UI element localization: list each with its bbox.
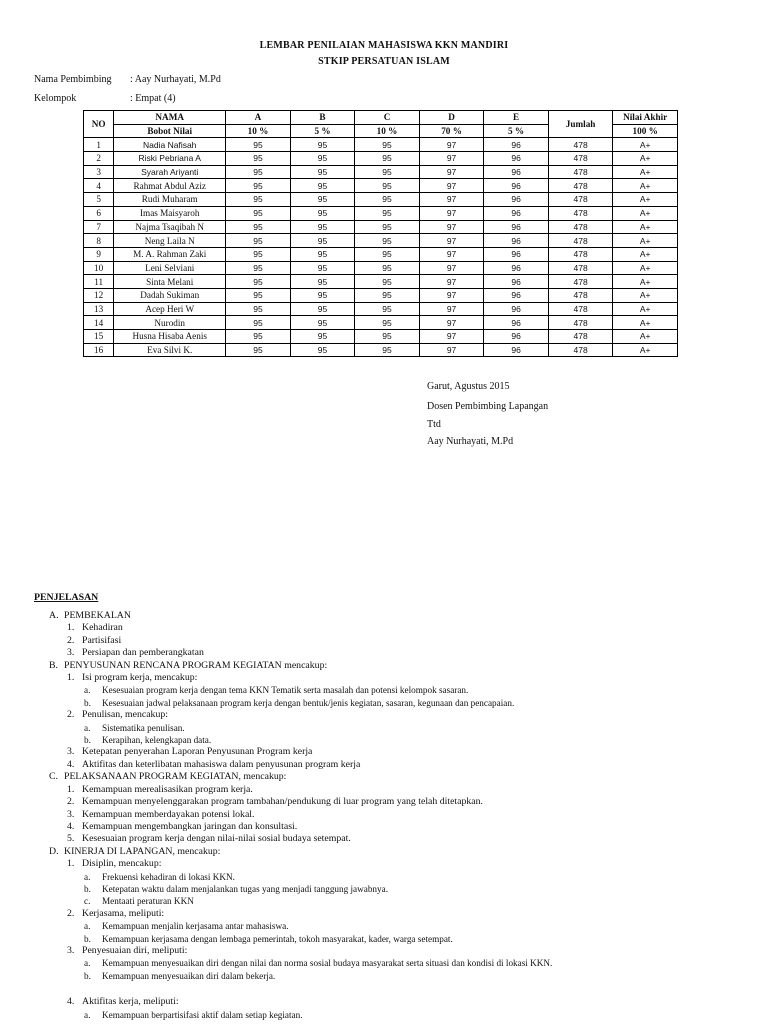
cell-no: 1 bbox=[84, 138, 114, 152]
cell-e: 96 bbox=[484, 261, 549, 275]
cell-jumlah: 478 bbox=[548, 206, 613, 220]
cell-c: 95 bbox=[355, 179, 420, 193]
cell-jumlah: 478 bbox=[548, 165, 613, 179]
cell-c: 95 bbox=[355, 247, 420, 261]
list-item-text: Kemampuan menjalin kerjasama antar mahasiswa. bbox=[102, 921, 289, 932]
cell-nama: Syarah Ariyanti bbox=[114, 165, 226, 179]
cell-nilai-akhir: A+ bbox=[613, 179, 678, 193]
cell-nama: Rudi Muharam bbox=[114, 193, 226, 207]
col-header-nama: NAMA bbox=[114, 111, 226, 125]
table-row bbox=[84, 261, 678, 275]
cell-nama: Husna Hisaba Aenis bbox=[114, 330, 226, 344]
cell-jumlah: 478 bbox=[548, 179, 613, 193]
supervisor-info bbox=[34, 74, 221, 85]
cell-c: 95 bbox=[355, 288, 420, 302]
cell-e: 96 bbox=[484, 179, 549, 193]
cell-nama: Eva Silvi K. bbox=[114, 343, 226, 357]
table-row bbox=[84, 138, 678, 152]
list-marker: b. bbox=[84, 883, 91, 894]
cell-jumlah: 478 bbox=[548, 220, 613, 234]
cell-a: 95 bbox=[226, 220, 291, 234]
list-item bbox=[34, 709, 754, 721]
list-item-text: Persiapan dan pemberangkatan bbox=[82, 647, 204, 659]
list-marker: 3. bbox=[67, 944, 75, 956]
cell-a: 95 bbox=[226, 316, 291, 330]
cell-d: 97 bbox=[419, 275, 484, 289]
list-item bbox=[34, 684, 754, 696]
cell-nilai-akhir: A+ bbox=[613, 302, 678, 316]
table-row bbox=[84, 179, 678, 193]
list-item-text: Sistematika penulisan. bbox=[102, 722, 185, 733]
list-marker: 3. bbox=[67, 647, 75, 659]
list-item bbox=[34, 883, 754, 895]
list-item-text: Aktifitas dan keterlibatan mahasiswa dalam penyusunan program kerja bbox=[82, 758, 361, 770]
list-marker: 1. bbox=[67, 858, 75, 870]
weight-b: 5 % bbox=[290, 124, 355, 138]
list-marker: b. bbox=[84, 970, 91, 981]
list-item-text: Kehadiran bbox=[82, 622, 123, 634]
cell-no: 13 bbox=[84, 302, 114, 316]
list-marker: a. bbox=[84, 685, 91, 696]
cell-a: 95 bbox=[226, 152, 291, 166]
cell-nama: Imas Maisyaroh bbox=[114, 206, 226, 220]
list-item-text: Kemampuan merealisasikan program kerja. bbox=[82, 783, 253, 795]
cell-d: 97 bbox=[419, 330, 484, 344]
list-marker: C. bbox=[49, 771, 58, 783]
cell-nama: Najma Tsaqibah N bbox=[114, 220, 226, 234]
cell-e: 96 bbox=[484, 288, 549, 302]
list-item-text: Kerjasama, meliputi: bbox=[82, 907, 165, 919]
cell-b: 95 bbox=[290, 261, 355, 275]
cell-c: 95 bbox=[355, 275, 420, 289]
signature-name: Aay Nurhayati, M.Pd bbox=[427, 436, 514, 447]
cell-d: 97 bbox=[419, 220, 484, 234]
list-item bbox=[34, 610, 754, 622]
list-item bbox=[34, 771, 754, 783]
cell-nilai-akhir: A+ bbox=[613, 193, 678, 207]
cell-d: 97 bbox=[419, 343, 484, 357]
cell-no: 6 bbox=[84, 206, 114, 220]
list-item bbox=[34, 1009, 754, 1021]
cell-nilai-akhir: A+ bbox=[613, 138, 678, 152]
cell-nama: Neng Laila N bbox=[114, 234, 226, 248]
table-row bbox=[84, 220, 678, 234]
list-item bbox=[34, 996, 754, 1008]
supervisor-label: Nama Pembimbing bbox=[34, 74, 112, 85]
cell-d: 97 bbox=[419, 165, 484, 179]
list-marker: 1. bbox=[67, 672, 75, 684]
list-item-text: Kemampuan memberdayakan potensi lokal. bbox=[82, 808, 255, 820]
signature-place-date: Garut, Agustus 2015 bbox=[427, 381, 510, 392]
cell-no: 16 bbox=[84, 343, 114, 357]
list-item-text: Penyesuaian diri, meliputi: bbox=[82, 944, 188, 956]
list-marker: 2. bbox=[67, 907, 75, 919]
list-item-text: Ketepatan penyerahan Laporan Penyusunan Program kerja bbox=[82, 746, 313, 758]
table-row bbox=[84, 288, 678, 302]
list-marker: 5. bbox=[67, 833, 75, 845]
list-marker: 2. bbox=[67, 709, 75, 721]
cell-d: 97 bbox=[419, 193, 484, 207]
cell-c: 95 bbox=[355, 206, 420, 220]
list-marker: a. bbox=[84, 1009, 91, 1020]
list-marker: D. bbox=[49, 845, 59, 857]
list-item bbox=[34, 920, 754, 932]
cell-jumlah: 478 bbox=[548, 330, 613, 344]
cell-nama: Nurodin bbox=[114, 316, 226, 330]
weight-c: 10 % bbox=[355, 124, 420, 138]
cell-no: 15 bbox=[84, 330, 114, 344]
table-row bbox=[84, 152, 678, 166]
cell-no: 8 bbox=[84, 234, 114, 248]
list-item bbox=[34, 734, 754, 746]
list-item bbox=[34, 895, 754, 907]
list-item-text: Frekuensi kehadiran di lokasi KKN. bbox=[102, 871, 235, 882]
cell-nilai-akhir: A+ bbox=[613, 247, 678, 261]
col-header-a: A bbox=[226, 111, 291, 125]
list-item-text: PENYUSUNAN RENCANA PROGRAM KEGIATAN mencakup: bbox=[64, 659, 328, 671]
signature-role: Dosen Pembimbing Lapangan bbox=[427, 401, 549, 412]
list-item-text: Aktifitas kerja, meliputi: bbox=[82, 996, 179, 1008]
list-item-text: PEMBEKALAN bbox=[64, 610, 131, 621]
cell-b: 95 bbox=[290, 165, 355, 179]
cell-d: 97 bbox=[419, 288, 484, 302]
list-item bbox=[34, 672, 754, 684]
cell-jumlah: 478 bbox=[548, 288, 613, 302]
list-item bbox=[34, 858, 754, 870]
list-item-text: KINERJA DI LAPANGAN, mencakup: bbox=[64, 845, 221, 857]
cell-b: 95 bbox=[290, 179, 355, 193]
weight-a: 10 % bbox=[226, 124, 291, 138]
list-marker: a. bbox=[84, 921, 91, 932]
list-item-text: Kemampuan berpartisifasi aktif dalam setiap kegiatan. bbox=[102, 1009, 303, 1020]
list-marker: a. bbox=[84, 871, 91, 882]
col-header-d: D bbox=[419, 111, 484, 125]
cell-nama: Nadia Nafisah bbox=[114, 138, 226, 152]
list-item bbox=[34, 821, 754, 833]
cell-e: 96 bbox=[484, 247, 549, 261]
cell-no: 4 bbox=[84, 179, 114, 193]
cell-nilai-akhir: A+ bbox=[613, 152, 678, 166]
list-item-text: Kesesuaian jadwal pelaksanaan program kerja dengan bentuk/jenis kegiatan, sasaran, kegunaan dan pencapaian. bbox=[102, 697, 515, 708]
list-marker: 1. bbox=[67, 622, 75, 634]
list-item-text: Kemampuan mengembangkan jaringan dan konsultasi. bbox=[82, 820, 298, 832]
cell-jumlah: 478 bbox=[548, 247, 613, 261]
cell-nama: M. A. Rahman Zaki bbox=[114, 247, 226, 261]
list-marker: B. bbox=[49, 659, 58, 671]
cell-jumlah: 478 bbox=[548, 343, 613, 357]
cell-b: 95 bbox=[290, 288, 355, 302]
document-title: LEMBAR PENILAIAN MAHASISWA KKN MANDIRI bbox=[259, 40, 509, 51]
col-header-no: NO bbox=[84, 111, 114, 138]
list-marker: A. bbox=[49, 610, 59, 621]
cell-d: 97 bbox=[419, 316, 484, 330]
cell-d: 97 bbox=[419, 247, 484, 261]
cell-nama: Sinta Melani bbox=[114, 275, 226, 289]
cell-no: 12 bbox=[84, 288, 114, 302]
cell-d: 97 bbox=[419, 206, 484, 220]
col-header-c: C bbox=[355, 111, 420, 125]
cell-nilai-akhir: A+ bbox=[613, 165, 678, 179]
list-item-text: Kesesuaian program kerja dengan tema KKN Tematik serta masalah dan potensi kelompok sasaran. bbox=[102, 685, 469, 696]
cell-a: 95 bbox=[226, 275, 291, 289]
list-marker: 4. bbox=[67, 996, 75, 1008]
cell-e: 96 bbox=[484, 138, 549, 152]
table-row bbox=[84, 193, 678, 207]
cell-c: 95 bbox=[355, 316, 420, 330]
cell-e: 96 bbox=[484, 220, 549, 234]
cell-no: 3 bbox=[84, 165, 114, 179]
cell-a: 95 bbox=[226, 138, 291, 152]
cell-no: 5 bbox=[84, 193, 114, 207]
list-item bbox=[34, 796, 754, 808]
cell-c: 95 bbox=[355, 302, 420, 316]
table-row bbox=[84, 316, 678, 330]
list-item bbox=[34, 622, 754, 634]
cell-a: 95 bbox=[226, 206, 291, 220]
cell-a: 95 bbox=[226, 288, 291, 302]
list-item bbox=[34, 871, 754, 883]
group-info bbox=[34, 93, 176, 104]
list-item-text: Penulisan, mencakup: bbox=[82, 709, 168, 721]
list-item-text: Disiplin, mencakup: bbox=[82, 858, 162, 870]
cell-c: 95 bbox=[355, 234, 420, 248]
cell-e: 96 bbox=[484, 206, 549, 220]
list-item bbox=[34, 933, 754, 945]
list-item bbox=[34, 809, 754, 821]
table-row bbox=[84, 302, 678, 316]
table-row bbox=[84, 206, 678, 220]
list-item-text: Kesesuaian program kerja dengan nilai-nilai sosial budaya setempat. bbox=[82, 833, 351, 845]
list-item bbox=[34, 970, 754, 982]
cell-nilai-akhir: A+ bbox=[613, 343, 678, 357]
supervisor-value: : Aay Nurhayati, M.Pd bbox=[130, 74, 221, 85]
grades-table-body bbox=[84, 138, 678, 357]
cell-nama: Rahmat Abdul Aziz bbox=[114, 179, 226, 193]
cell-a: 95 bbox=[226, 193, 291, 207]
list-item bbox=[34, 908, 754, 920]
col-header-e: E bbox=[484, 111, 549, 125]
list-item-text: Kemampuan kerjasama dengan lembaga pemerintah, tokoh masyarakat, kader, warga setempat. bbox=[102, 933, 453, 944]
explanation-section bbox=[34, 592, 754, 1021]
cell-a: 95 bbox=[226, 330, 291, 344]
list-item-text: Ketepatan waktu dalam menjalankan tugas yang menjadi tanggung jawabnya. bbox=[102, 883, 388, 894]
cell-jumlah: 478 bbox=[548, 152, 613, 166]
list-item bbox=[34, 784, 754, 796]
institution-name: STKIP PERSATUAN ISLAM bbox=[318, 56, 450, 67]
cell-nama: Dadah Sukiman bbox=[114, 288, 226, 302]
list-item bbox=[34, 635, 754, 647]
cell-nilai-akhir: A+ bbox=[613, 206, 678, 220]
group-value: : Empat (4) bbox=[130, 93, 176, 104]
cell-nilai-akhir: A+ bbox=[613, 234, 678, 248]
cell-e: 96 bbox=[484, 302, 549, 316]
explanation-list bbox=[34, 610, 754, 1021]
list-item bbox=[34, 746, 754, 758]
cell-e: 96 bbox=[484, 234, 549, 248]
cell-d: 97 bbox=[419, 179, 484, 193]
cell-e: 96 bbox=[484, 165, 549, 179]
cell-c: 95 bbox=[355, 220, 420, 234]
list-item bbox=[34, 759, 754, 771]
cell-b: 95 bbox=[290, 206, 355, 220]
cell-b: 95 bbox=[290, 343, 355, 357]
table-row bbox=[84, 165, 678, 179]
cell-nilai-akhir: A+ bbox=[613, 288, 678, 302]
cell-c: 95 bbox=[355, 261, 420, 275]
cell-d: 97 bbox=[419, 261, 484, 275]
cell-e: 96 bbox=[484, 343, 549, 357]
list-item-text: Kemampuan menyesuaikan diri dengan nilai dan norma sosial budaya masyarakat serta situasi dan kondisi di lokasi KKN. bbox=[102, 958, 553, 969]
list-item-text: Mentaati peraturan KKN bbox=[102, 896, 194, 907]
list-item bbox=[34, 846, 754, 858]
cell-no: 11 bbox=[84, 275, 114, 289]
cell-no: 14 bbox=[84, 316, 114, 330]
list-marker: a. bbox=[84, 958, 91, 969]
list-marker: 1. bbox=[67, 783, 75, 795]
list-marker: c. bbox=[84, 896, 91, 907]
cell-nilai-akhir: A+ bbox=[613, 316, 678, 330]
cell-d: 97 bbox=[419, 152, 484, 166]
cell-b: 95 bbox=[290, 234, 355, 248]
cell-nama: Riski Pebriana A bbox=[114, 152, 226, 166]
list-marker: b. bbox=[84, 933, 91, 944]
cell-jumlah: 478 bbox=[548, 193, 613, 207]
cell-c: 95 bbox=[355, 193, 420, 207]
list-marker: b. bbox=[84, 735, 91, 746]
cell-a: 95 bbox=[226, 261, 291, 275]
cell-c: 95 bbox=[355, 343, 420, 357]
cell-b: 95 bbox=[290, 247, 355, 261]
col-header-nilai-akhir: Nilai Akhir bbox=[613, 111, 678, 125]
list-item bbox=[34, 945, 754, 957]
cell-jumlah: 478 bbox=[548, 138, 613, 152]
list-marker: b. bbox=[84, 697, 91, 708]
cell-b: 95 bbox=[290, 275, 355, 289]
cell-c: 95 bbox=[355, 330, 420, 344]
cell-no: 10 bbox=[84, 261, 114, 275]
table-row bbox=[84, 330, 678, 344]
col-header-jumlah: Jumlah bbox=[548, 111, 613, 138]
list-marker: 3. bbox=[67, 808, 75, 820]
list-item bbox=[34, 647, 754, 659]
cell-b: 95 bbox=[290, 152, 355, 166]
table-row bbox=[84, 234, 678, 248]
list-marker: 2. bbox=[67, 634, 75, 646]
cell-e: 96 bbox=[484, 316, 549, 330]
cell-b: 95 bbox=[290, 138, 355, 152]
cell-b: 95 bbox=[290, 330, 355, 344]
list-item bbox=[34, 833, 754, 845]
cell-jumlah: 478 bbox=[548, 302, 613, 316]
table-header-row bbox=[84, 111, 678, 125]
cell-jumlah: 478 bbox=[548, 316, 613, 330]
list-marker: 4. bbox=[67, 758, 75, 770]
cell-nilai-akhir: A+ bbox=[613, 220, 678, 234]
list-item-text: Kerapihan, kelengkapan data. bbox=[102, 735, 212, 746]
cell-e: 96 bbox=[484, 193, 549, 207]
list-item bbox=[34, 697, 754, 709]
list-item-text: Kemampuan menyelenggarakan program tambahan/pendukung di luar program yang telah ditetapkan. bbox=[82, 796, 483, 808]
cell-a: 95 bbox=[226, 165, 291, 179]
list-marker: a. bbox=[84, 722, 91, 733]
cell-no: 2 bbox=[84, 152, 114, 166]
signature-mark: Ttd bbox=[427, 419, 441, 430]
list-marker: 3. bbox=[67, 746, 75, 758]
group-label: Kelompok bbox=[34, 93, 77, 104]
table-row bbox=[84, 247, 678, 261]
cell-b: 95 bbox=[290, 302, 355, 316]
weight-d: 70 % bbox=[419, 124, 484, 138]
list-marker: 2. bbox=[67, 796, 75, 808]
cell-no: 9 bbox=[84, 247, 114, 261]
cell-d: 97 bbox=[419, 234, 484, 248]
cell-jumlah: 478 bbox=[548, 261, 613, 275]
cell-nilai-akhir: A+ bbox=[613, 261, 678, 275]
cell-nama: Acep Heri W bbox=[114, 302, 226, 316]
list-item-text: Isi program kerja, mencakup: bbox=[82, 672, 198, 684]
list-item bbox=[34, 660, 754, 672]
grades-table bbox=[83, 110, 678, 357]
weight-label: Bobot Nilai bbox=[114, 124, 226, 138]
cell-jumlah: 478 bbox=[548, 275, 613, 289]
list-item bbox=[34, 722, 754, 734]
cell-d: 97 bbox=[419, 302, 484, 316]
weight-total: 100 % bbox=[613, 124, 678, 138]
list-spacer bbox=[34, 982, 754, 996]
col-header-b: B bbox=[290, 111, 355, 125]
cell-b: 95 bbox=[290, 220, 355, 234]
table-row bbox=[84, 275, 678, 289]
cell-b: 95 bbox=[290, 193, 355, 207]
cell-no: 7 bbox=[84, 220, 114, 234]
cell-c: 95 bbox=[355, 165, 420, 179]
cell-jumlah: 478 bbox=[548, 234, 613, 248]
cell-a: 95 bbox=[226, 179, 291, 193]
list-item-text: PELAKSANAAN PROGRAM KEGIATAN, mencakup: bbox=[64, 771, 287, 783]
cell-e: 96 bbox=[484, 330, 549, 344]
cell-nilai-akhir: A+ bbox=[613, 275, 678, 289]
table-row bbox=[84, 343, 678, 357]
weight-e: 5 % bbox=[484, 124, 549, 138]
list-item bbox=[34, 957, 754, 969]
cell-a: 95 bbox=[226, 234, 291, 248]
cell-c: 95 bbox=[355, 138, 420, 152]
list-marker: 4. bbox=[67, 820, 75, 832]
cell-nama: Leni Selviani bbox=[114, 261, 226, 275]
cell-a: 95 bbox=[226, 343, 291, 357]
cell-c: 95 bbox=[355, 152, 420, 166]
cell-e: 96 bbox=[484, 152, 549, 166]
cell-a: 95 bbox=[226, 302, 291, 316]
cell-nilai-akhir: A+ bbox=[613, 330, 678, 344]
cell-d: 97 bbox=[419, 138, 484, 152]
cell-a: 95 bbox=[226, 247, 291, 261]
cell-b: 95 bbox=[290, 316, 355, 330]
list-item-text: Partisifasi bbox=[82, 634, 122, 646]
list-item-text: Kemampuan menyesuaikan diri dalam bekerja. bbox=[102, 970, 276, 981]
cell-e: 96 bbox=[484, 275, 549, 289]
explanation-heading: PENJELASAN bbox=[34, 592, 99, 603]
